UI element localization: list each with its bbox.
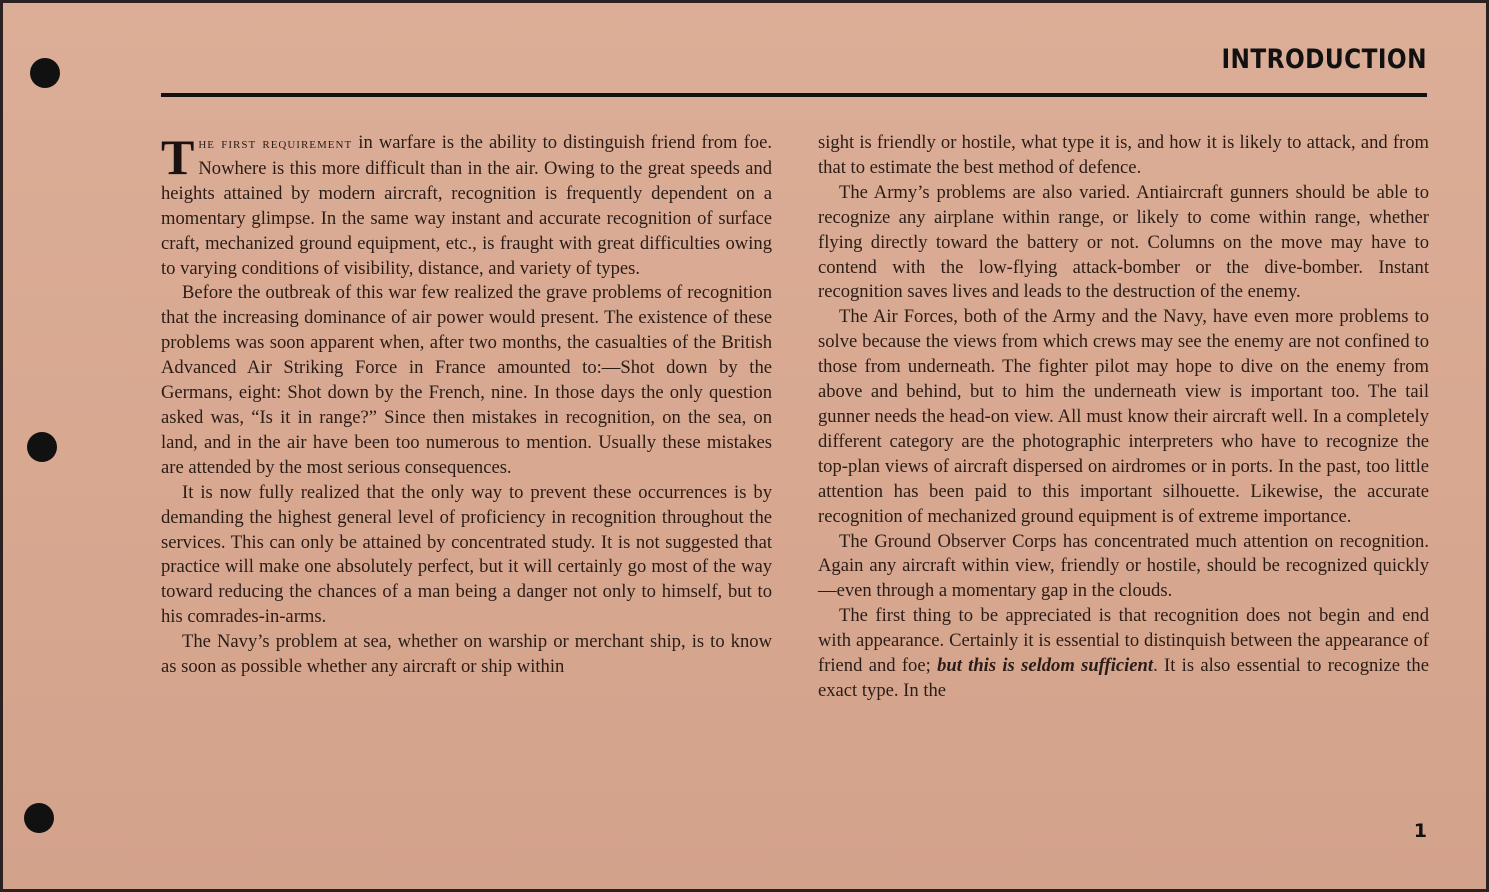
paragraph: The Navy’s problem at sea, whether on warship or merchant ship, is to know as soon as possible whether any aircraft or ship within [161, 631, 772, 678]
header-rule [161, 93, 1427, 97]
binder-hole [27, 432, 57, 462]
paragraph [818, 604, 1429, 704]
page-number: 1 [1413, 820, 1427, 842]
paragraph: Before the outbreak of this war few realized the grave problems of recognition that the increasing dominance of air power would present. The existence of these problems was soon apparent when, after two months, the casualties of the British Advanced Air Striking Force in France amounted to:—Shot down by the Germans, eight: Shot down by the French, nine. In those days the only question asked was, “Is it in range?” Since then mistakes in recognition, on the sea, on land, and in the air have been too numerous to mention. Usually these mistakes are attended by the most serious consequences. [161, 282, 772, 478]
paragraph-text: in warfare is the ability to distinguish friend from foe. Nowhere is this more difficult than in the air. Owing to the great speeds and heights attained by modern aircraft, recognition is frequently dependent on a momentary glimpse. In the same way instant and accurate recognition of surface craft, mechanized ground equipment, etc., is fraught with great difficulties owing to varying conditions of visibility, distance, and variety of types. [161, 132, 772, 279]
binder-hole [24, 803, 54, 833]
right-column [818, 131, 1429, 704]
emphasis-text: but this is seldom sufficient [937, 655, 1154, 677]
paragraph: The Army’s problems are also varied. Antiaircraft gunners should be able to recognize any airplane within range, or likely to come within range, whether flying directly toward the battery or not. Columns on the move may have to contend with the low-flying attack-bomber or the dive-bomber. Instant recognition saves lives and leads to the destruction of the enemy. [818, 181, 1429, 303]
binder-hole [30, 58, 60, 88]
section-title: INTRODUCTION [1221, 44, 1427, 75]
paragraph-text: . It is also essential to recognize the exact type. In the [818, 655, 1429, 701]
paragraph [161, 131, 772, 281]
left-column [161, 131, 772, 680]
paragraph: The Ground Observer Corps has concentrated much attention on recognition. Again any aircraft within view, friendly or hostile, should be recognized quickly—even through a momentary gap in the clouds. [818, 530, 1429, 602]
paragraph: sight is friendly or hostile, what type it is, and how it is likely to attack, and from that to estimate the best method of defence. [818, 132, 1429, 178]
paragraph: It is now fully realized that the only way to prevent these occurrences is by demanding the highest general level of proficiency in recognition throughout the services. This can only be attained by concentrated study. It is not suggested that practice will make one absolutely perfect, but it will certainly go most of the way toward reducing the chances of a man being a danger not only to himself, but to his comrades-in-arms. [161, 481, 772, 628]
paragraph: The Air Forces, both of the Army and the Navy, have even more problems to solve because the views from which crews may see the enemy are not confined to those from underneath. The fighter pilot may hope to dive on the enemy from above and behind, but to him the underneath view is important too. The tail gunner needs the head-on view. All must know their aircraft well. In a completely different category are the photographic interpreters who have to recognize the top-plan views of aircraft dispersed on airdromes or in ports. In the past, too little attention has been paid to this important silhouette. Likewise, the accurate recognition of mechanized ground equipment is of extreme importance. [818, 306, 1429, 527]
drop-cap: T [161, 129, 195, 185]
lead-in-smallcaps: he first requirement [198, 136, 353, 152]
paragraph-text: The first thing to be appreciated is that recognition does not begin and end with appearance. Certainly it is essential to distinquish between the appearance of friend and foe; [818, 605, 1429, 677]
